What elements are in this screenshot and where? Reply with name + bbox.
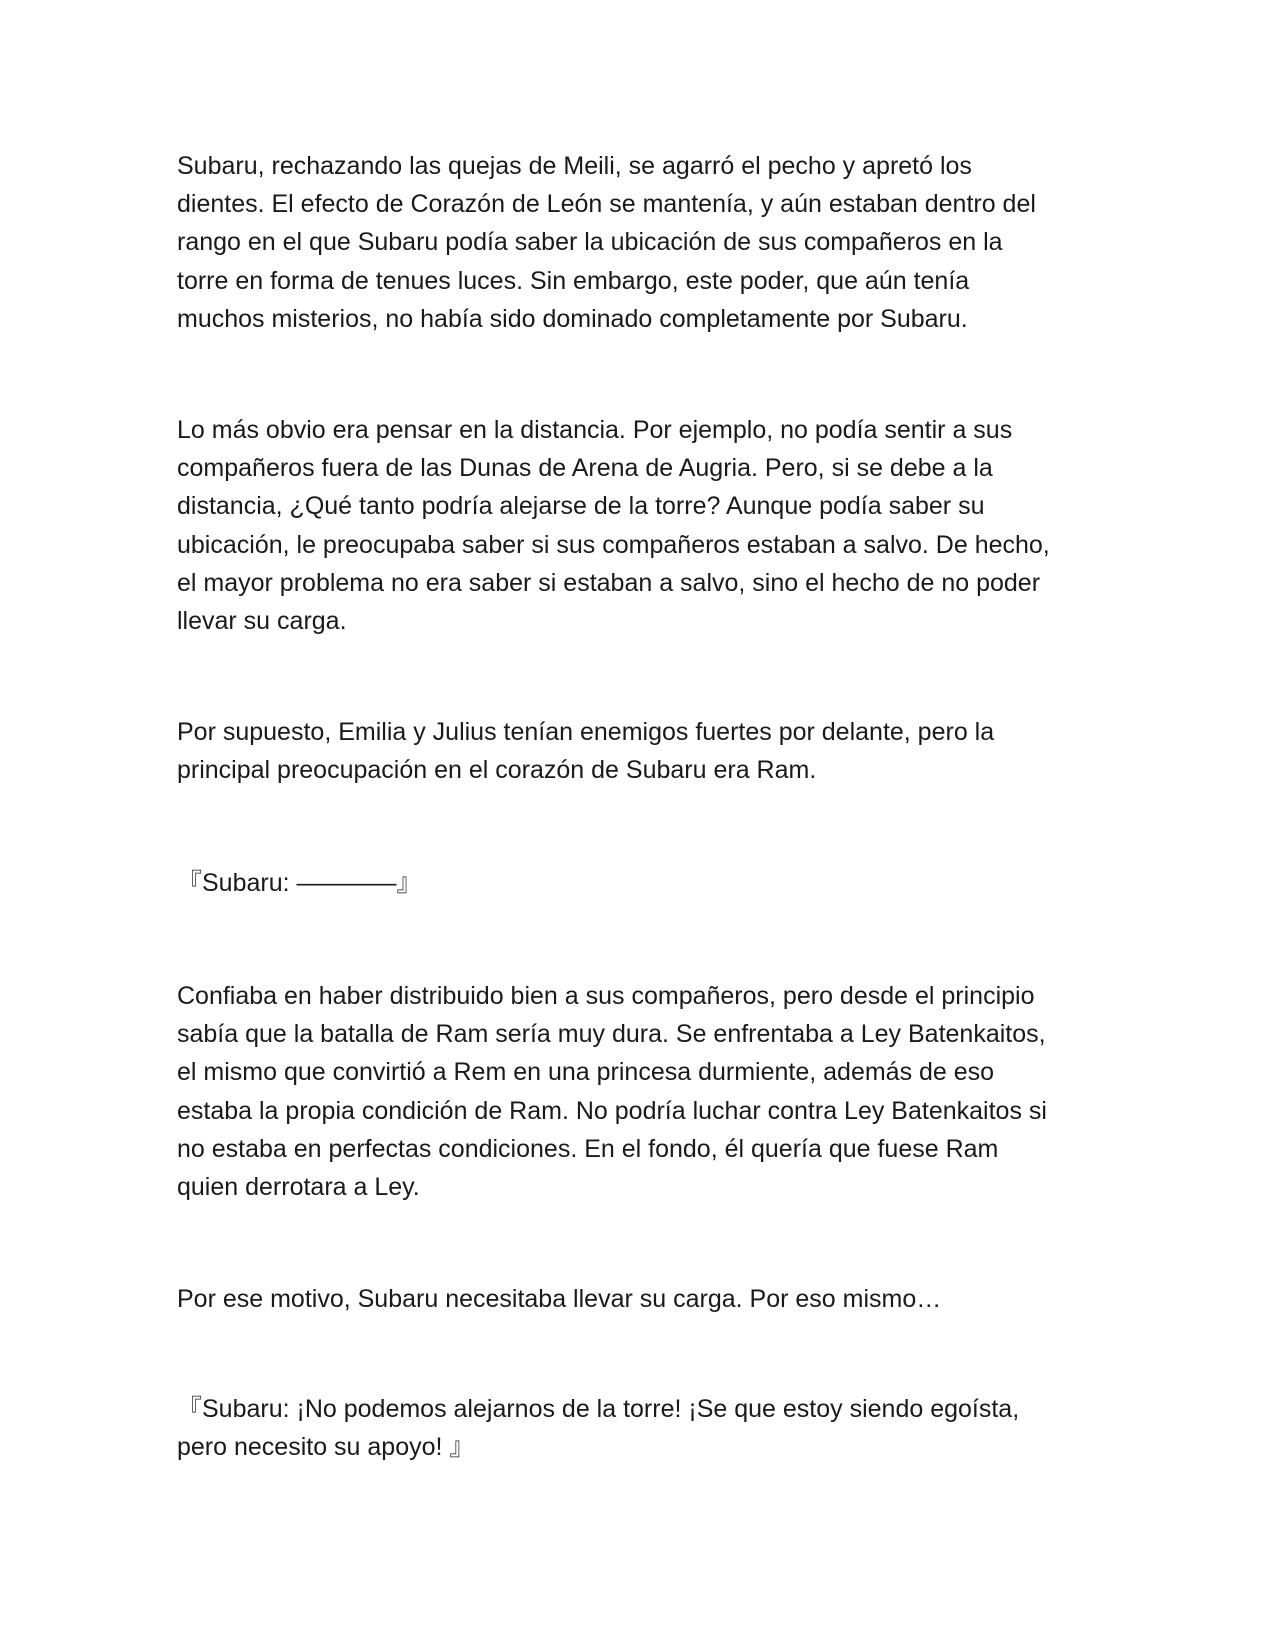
paragraph-4: Confiaba en haber distribuido bien a sus compañeros, pero desde el principio sabía que la batalla de Ram sería muy dura. Se enfrentaba a Ley Batenkaitos, el mismo que convirtió a Rem en una princesa durmiente, además de eso estaba la propia condición de Ram. No podría luchar contra Ley Batenkaitos si no estaba en perfectas condiciones. En el fondo, él quería que fuese Ram quien derrotara a Ley. xyxy=(177,982,1047,1202)
paragraph-2: Lo más obvio era pensar en la distancia. Por ejemplo, no podía sentir a sus compañeros fuera de las Dunas de Arena de Augria. Pero, si se debe a la distancia, ¿Qué tanto podría alejarse de la torre? Aunque podía saber su ubicación, le preocupaba saber si sus compañeros estaban a salvo. De hecho, el mayor problema no era saber si estaban a salvo, sino el hecho de no poder llevar su carga. xyxy=(177,416,1050,636)
dialogue-line-2: 『Subaru: ¡No podemos alejarnos de la torre! ¡Se que estoy siendo egoísta, pero necesito su apoyo! 』 xyxy=(177,1395,1020,1462)
paragraph-5: Por ese motivo, Subaru necesitaba llevar su carga. Por eso mismo… xyxy=(177,1285,942,1313)
paragraph-1: Subaru, rechazando las quejas de Meili, se agarró el pecho y apretó los dientes. El efecto de Corazón de León se mantenía, y aún estaban dentro del rango en el que Subaru podía saber la ubicación de sus compañeros en la torre en forma de tenues luces. Sin embargo, este poder, que aún tenía muchos misterios, no había sido dominado completamente por Subaru. xyxy=(177,152,1036,333)
paragraph-3: Por supuesto, Emilia y Julius tenían enemigos fuertes por delante, pero la principal preocupación en el corazón de Subaru era Ram. xyxy=(177,718,995,785)
dialogue-line-1: 『Subaru: ————』 xyxy=(177,869,422,897)
